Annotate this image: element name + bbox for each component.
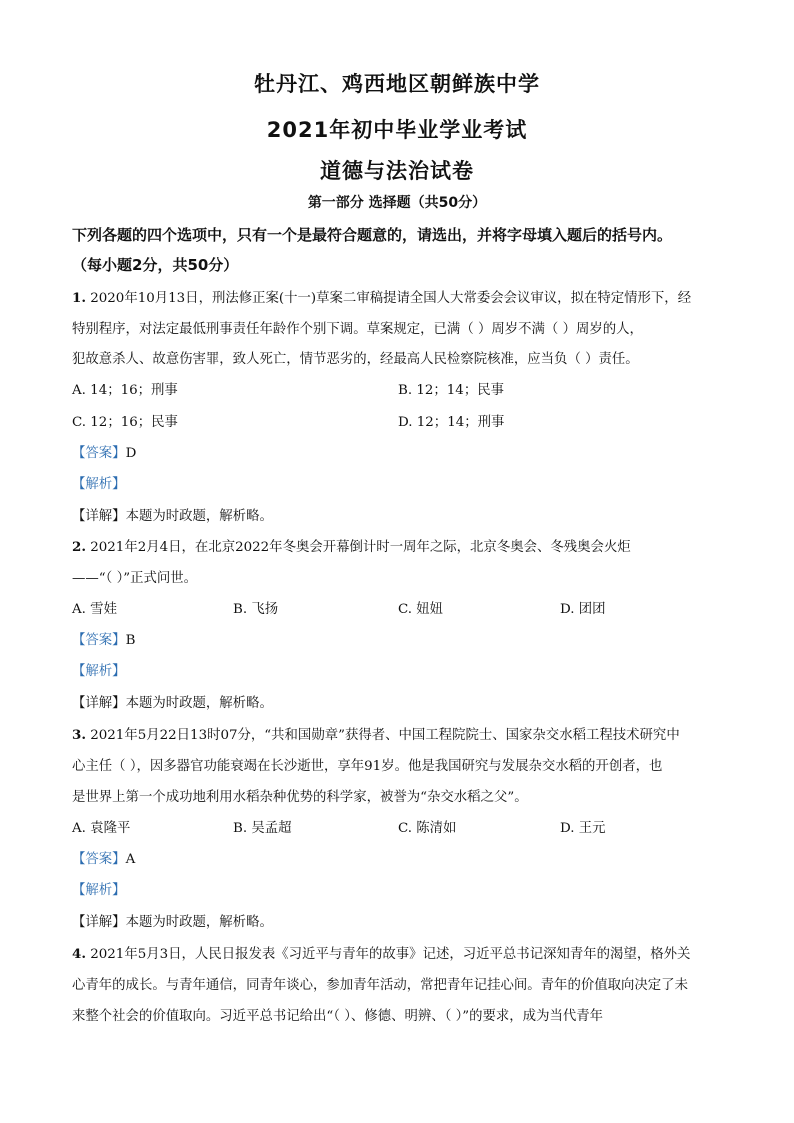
option-c: C. 妞妞 [398,602,444,617]
question-4-line-1: 4. 2021年5月3日，人民日报发表《习近平与青年的故事》记述，习近平总书记深知青年的渴望，格外关 [72,946,691,962]
question-2-line-1: 2. 2021年2月4日，在北京2022年冬奥会开幕倒计时一周年之际，北京冬奥会、冬残奥会火炬 [72,539,631,555]
option-a: A. 袁隆平 [72,821,131,836]
question-number: 4. [72,946,86,962]
detail-tag: 【详解】 [72,915,126,930]
question-3-line-1: 3. 2021年5月22日13时07分，“共和国勋章”获得者、中国工程院院士、国家杂交水稻工程技术研究中 [72,727,680,743]
section-scoring-note: （每小题2分，共50分） [72,256,239,274]
analysis-tag: 【解析】 [72,883,126,898]
question-1-line-2: 特别程序，对法定最低刑事责任年龄作个别下调。草案规定，已满（ ）周岁不满（ ）周岁的人， [72,322,643,337]
question-number: 2. [72,539,86,555]
option-d: D. 团团 [560,602,606,617]
answer-value: B [125,633,136,648]
exam-title: 2021年初中毕业学业考试 [266,118,528,142]
option-d: D. 12；14；刑事 [398,415,505,430]
option-a: A. 14；16；刑事 [72,383,178,398]
question-number: 1. [72,290,86,306]
option-a: A. 雪娃 [72,602,117,617]
analysis-line [72,473,732,492]
analysis-line [72,660,732,679]
answer-tag: 【答案】 [72,852,126,867]
question-3-line-2: 心主任（ ），因多器官功能衰竭在长沙逝世，享年91岁。他是我国研究与发展杂交水稻的开创者，也 [72,759,663,774]
answer-line [72,442,732,461]
school-title: 牡丹江、鸡西地区朝鲜族中学 [254,72,540,96]
detail-line [72,911,732,930]
question-number: 3. [72,727,86,743]
detail-text: 本题为时政题，解析略。 [125,509,273,524]
detail-line [72,505,732,524]
option-b: B. 吴孟超 [233,821,292,836]
option-c: C. 陈清如 [398,821,457,836]
section-instruction: 下列各题的四个选项中，只有一个是最符合题意的，请选出，并将字母填入题后的括号内。 [72,226,673,244]
question-3-line-3: 是世界上第一个成功地利用水稻杂种优势的科学家，被誉为“杂交水稻之父”。 [72,790,528,805]
answer-line [72,629,732,648]
option-c: C. 12；16；民事 [72,415,178,430]
answer-line [72,848,732,867]
section-title: 第一部分 选择题（共50分） [307,195,487,211]
detail-line [72,692,732,711]
detail-text: 本题为时政题，解析略。 [125,915,273,930]
analysis-tag: 【解析】 [72,477,126,492]
question-1-line-3: 犯故意杀人、故意伤害罪，致人死亡，情节恶劣的，经最高人民检察院核准，应当负（ ）责任。 [72,352,639,367]
question-2-line-2: ——“（ ）”正式问世。 [72,571,198,586]
answer-value: A [125,852,136,867]
question-1-line-1: 1. 2020年10月13日，刑法修正案(十一)草案二审稿提请全国人大常委会会议审议，拟在特定情形下，经 [72,290,692,306]
detail-text: 本题为时政题，解析略。 [125,696,273,711]
detail-tag: 【详解】 [72,696,126,711]
subject-title: 道德与法治试卷 [320,159,474,183]
question-4-line-3: 来整个社会的价值取向。习近平总书记给出“（ ）、修德、明辨、（ ）”的要求，成为当代青年 [72,1009,604,1024]
option-b: B. 12；14；民事 [398,383,504,398]
option-b: B. 飞扬 [233,602,279,617]
question-4-line-2: 心青年的成长。与青年通信，同青年谈心，参加青年活动，常把青年记挂心间。青年的价值取向决定了未 [72,978,688,993]
analysis-tag: 【解析】 [72,664,126,679]
answer-value: D [125,446,137,461]
analysis-line [72,879,732,898]
answer-tag: 【答案】 [72,446,126,461]
option-d: D. 王元 [560,821,606,836]
answer-tag: 【答案】 [72,633,126,648]
detail-tag: 【详解】 [72,509,126,524]
